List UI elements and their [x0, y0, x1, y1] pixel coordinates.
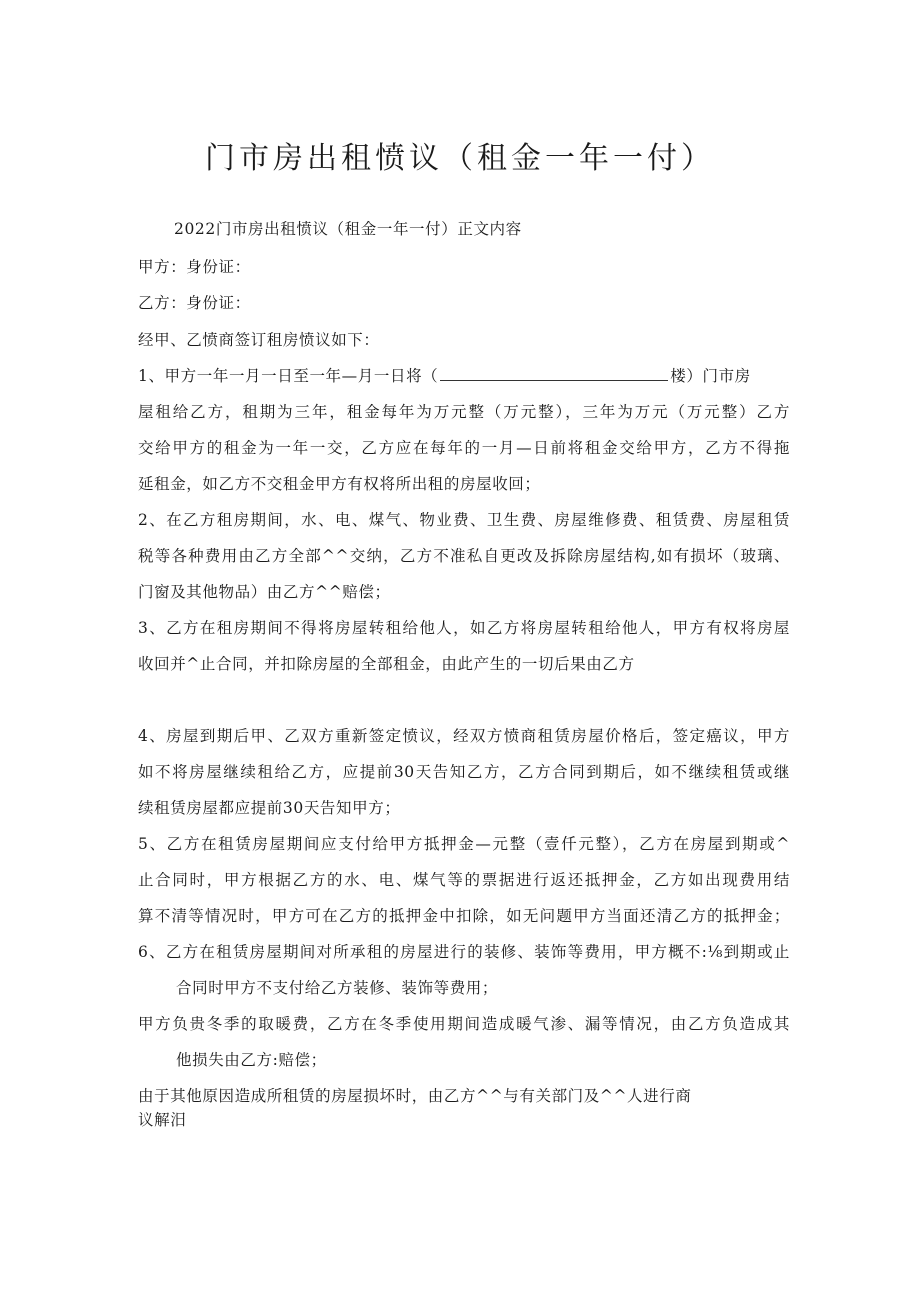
- clause6-line2: 合同时甲方不支付给乙方装修、装饰等费用；: [176, 979, 499, 997]
- clause7-line2: 他损失由乙方:赔偿；: [176, 1051, 327, 1069]
- clause4-line2: 如不将房屋继续租给乙方，应提前30天告知乙方，乙方合同到期后，如不继续租赁或继: [138, 763, 790, 781]
- clause1-line1: [138, 366, 751, 386]
- clause1-line3: 交给甲方的租金为一年一交，乙方应在每年的一月—日前将租金交给甲方，乙方不得拖: [138, 439, 790, 457]
- clause5-line3: 算不清等情况时，甲方可在乙方的抵押金中扣除，如无问题甲方当面还清乙方的抵押金；: [138, 907, 790, 925]
- clause2-line1: 2、在乙方租房期间，水、电、煤气、物业费、卫生费、房屋维修费、租赁费、房屋租赁: [138, 511, 790, 529]
- clause8-line2: 议解汨: [138, 1111, 187, 1129]
- clause1-text-before-blank: 1、甲方一年一月一日至一年—月一日将（: [138, 367, 439, 385]
- clause2-line3: 门窗及其他物品）由乙方^^赔偿；: [138, 583, 391, 601]
- party-b-line: 乙方：身份证：: [138, 294, 251, 312]
- party-a-line: 甲方：身份证：: [138, 258, 251, 276]
- clause3-line2: 收回并^止合同，并扣除房屋的全部租金，由此产生的一切后果由乙方: [138, 655, 635, 673]
- clause5-line1: 5、乙方在租赁房屋期间应支付给甲方抵押金—元整（壹仟元整），乙方在房屋到期或^: [138, 835, 790, 853]
- clause5-line2: 止合同时，甲方根据乙方的水、电、煤气等的票据进行返还抵押金，乙方如出现费用结: [138, 871, 790, 889]
- preamble-line: 经甲、乙愤商签订租房愤议如下：: [138, 331, 380, 349]
- clause8-line1: 由于其他原因造成所租赁的房屋损坏时，由乙方^^与有关部门及^^人进行商: [138, 1087, 692, 1105]
- clause1-text-after-blank: 楼）门市房: [670, 367, 751, 385]
- fill-in-blank: [440, 366, 668, 381]
- clause3-line1: 3、乙方在租房期间不得将房屋转租给他人，如乙方将房屋转租给他人，甲方有权将房屋: [138, 619, 790, 637]
- clause6-line1: 6、乙方在租赁房屋期间对所承租的房屋进行的装修、装饰等费用，甲方概不:⅛到期或止: [138, 943, 790, 961]
- clause1-line4: 延租金，如乙方不交租金甲方有权将所出租的房屋收回；: [138, 475, 541, 493]
- clause2-line2: 税等各种费用由乙方全部^^交纳，乙方不准私自更改及拆除房屋结构,如有损坏（玻璃、: [138, 547, 790, 565]
- document-title: 门市房出租愤议（租金一年一付）: [205, 141, 715, 176]
- clause1-line2: 屋租给乙方，租期为三年，租金每年为万元整（万元整），三年为万元（万元整）乙方: [138, 403, 790, 421]
- clause4-line1: 4、房屋到期后甲、乙双方重新签定愤议，经双方愤商租赁房屋价格后，签定癌议，甲方: [138, 727, 790, 745]
- clause4-line3: 续租赁房屋都应提前30天告知甲方；: [138, 799, 401, 817]
- document-subtitle: 2022门市房出租愤议（租金一年一付）正文内容: [174, 220, 522, 238]
- clause7-line1: 甲方负贵冬季的取暖费，乙方在冬季使用期间造成暖气渗、漏等情况，由乙方负造成其: [138, 1015, 790, 1033]
